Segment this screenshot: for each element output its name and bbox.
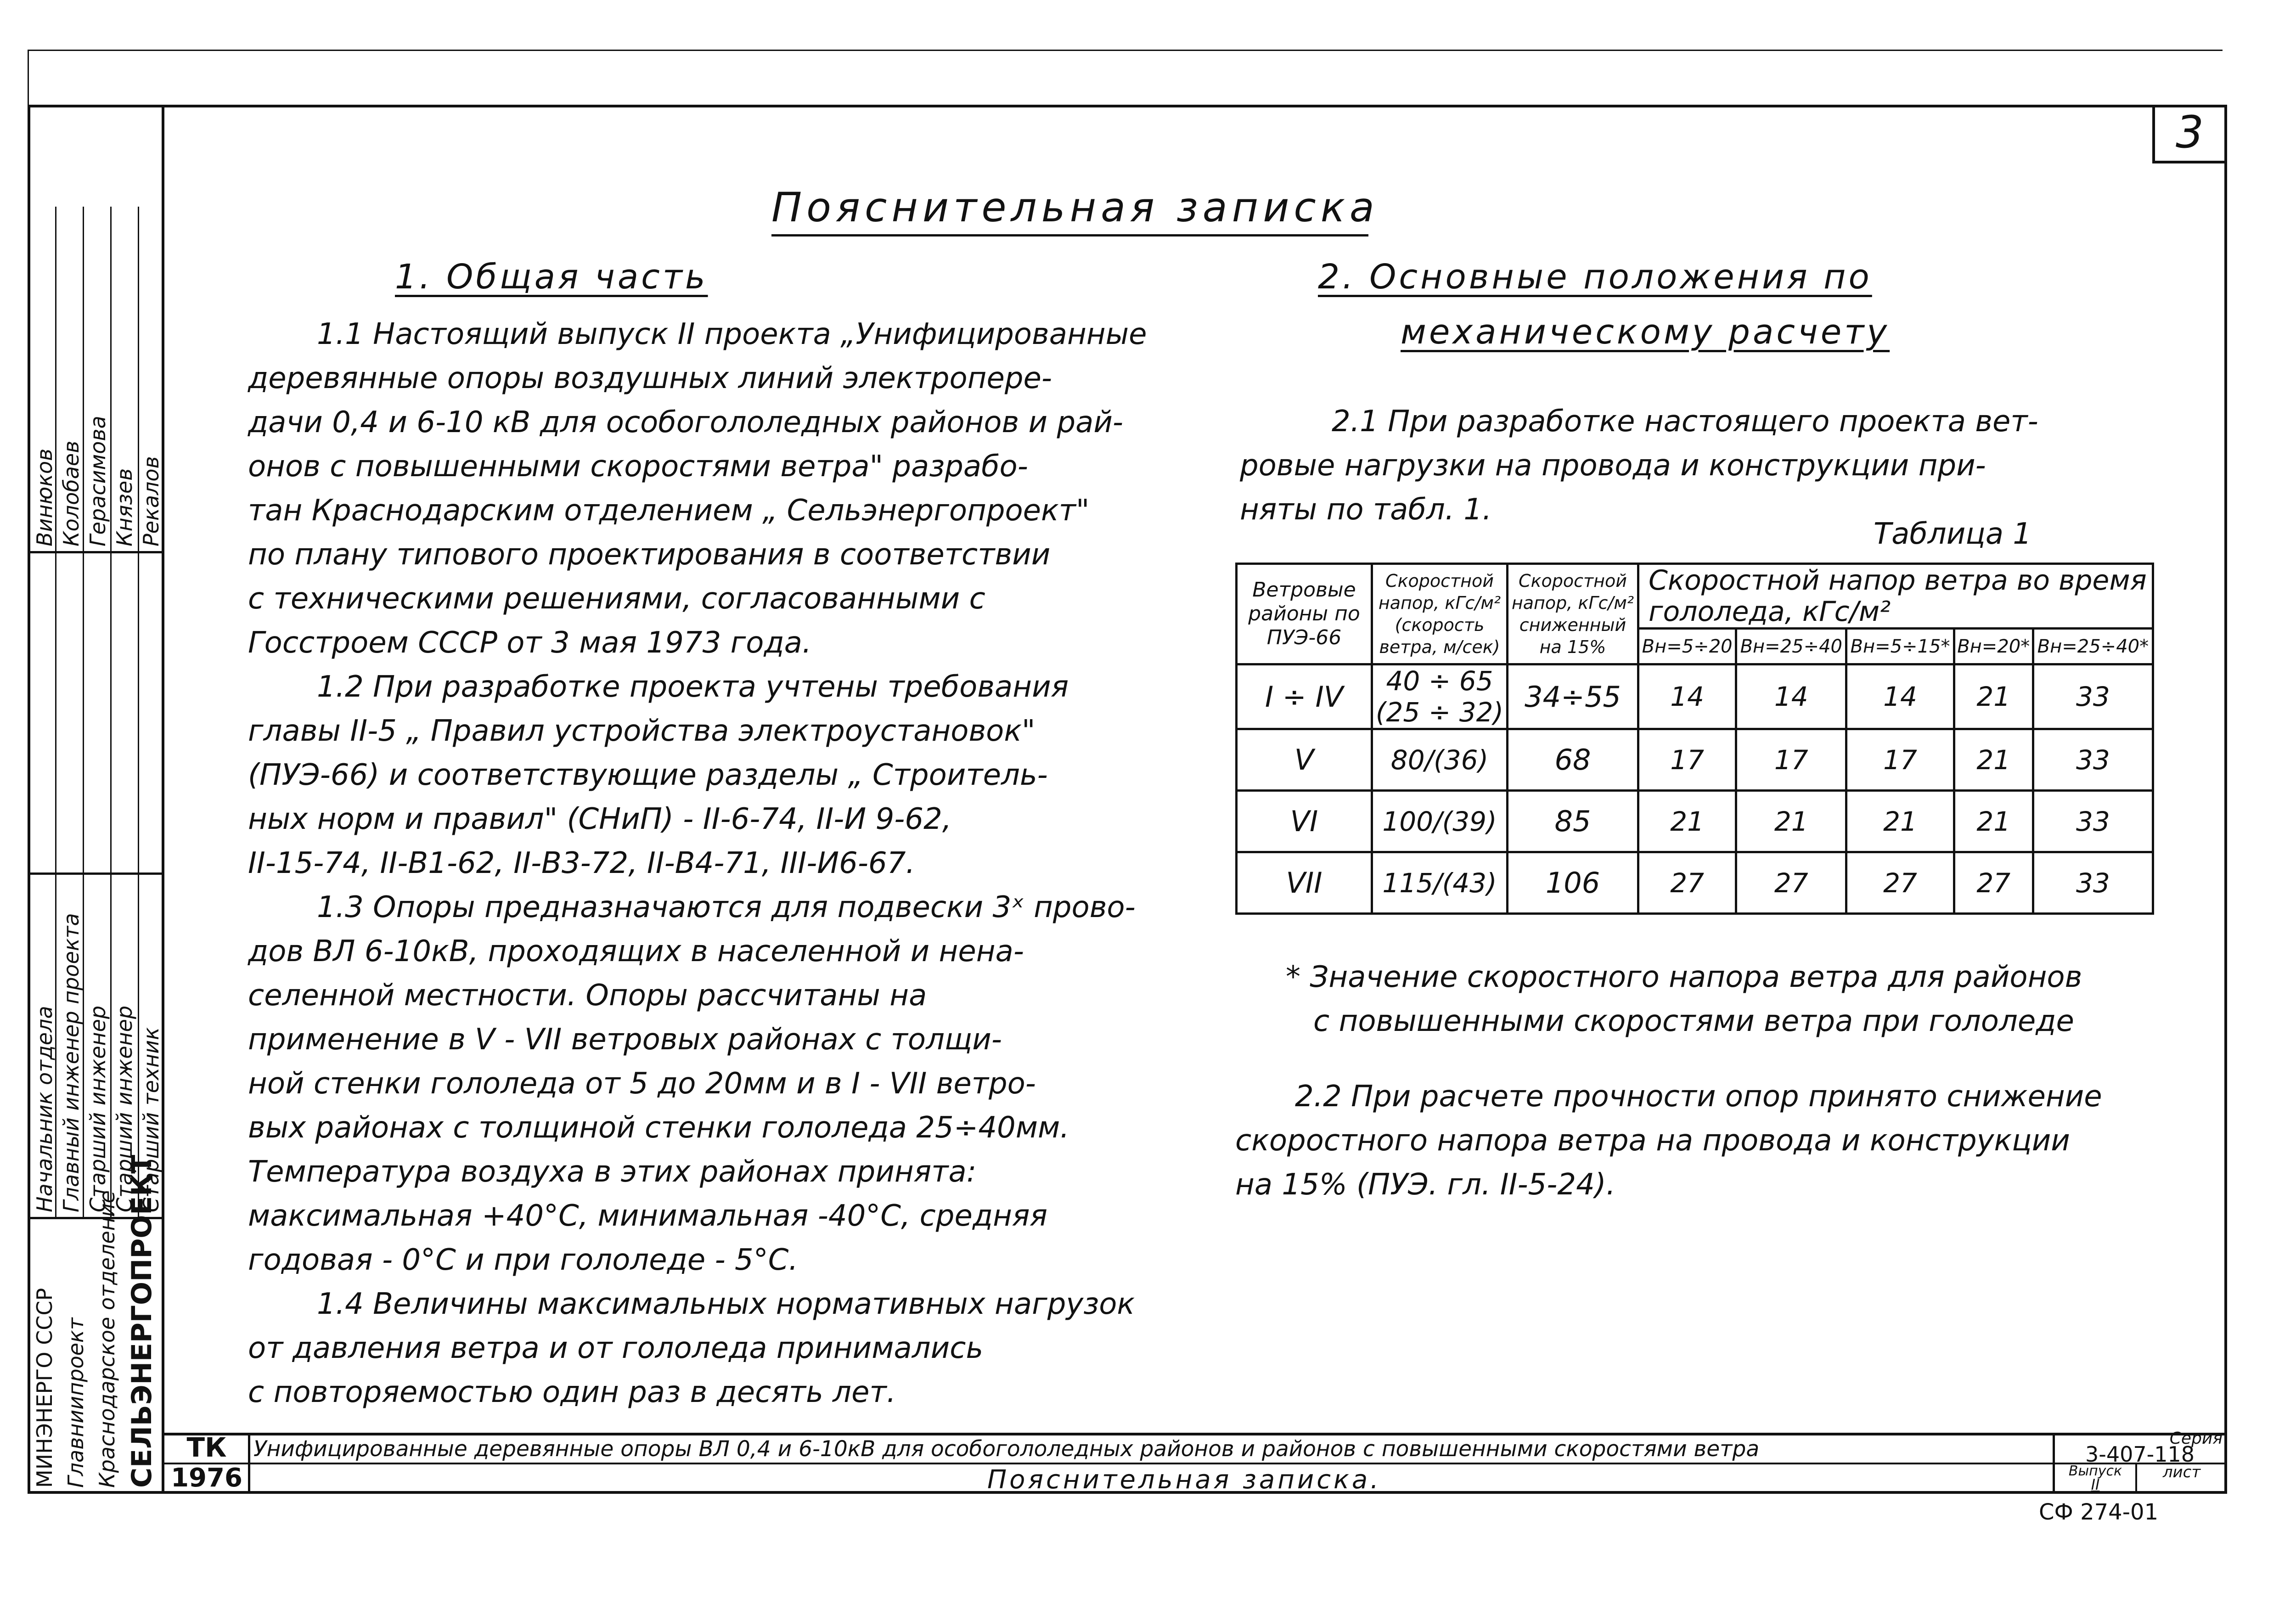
table-cell: 27 xyxy=(1846,852,1954,914)
page-title-underline xyxy=(771,234,1368,236)
table-cell: 14 xyxy=(1638,664,1736,729)
table-cell: 34÷55 xyxy=(1508,664,1638,729)
titleblock-v2 xyxy=(2053,1433,2055,1494)
section1-text xyxy=(248,312,1147,1414)
issue-label: Выпуск xyxy=(2068,1463,2122,1479)
header-icing: Скоростной напор ветра во время гололеда, кГс/м² xyxy=(1638,564,2153,629)
section1-line: селенной местности. Опоры рассчитаны на xyxy=(248,979,927,1013)
section1-line: Температура воздуха в этих районах принята: xyxy=(248,1155,977,1189)
section1-line: от давления ветра и от гололеда принимались xyxy=(248,1331,984,1365)
sub-header: Bн=5÷15* xyxy=(1846,629,1954,664)
section1-line: годовая - 0°С и при гололеде - 5°С. xyxy=(248,1243,798,1277)
table-cell: VI xyxy=(1237,791,1372,852)
table-cell: 27 xyxy=(1736,852,1846,914)
table-row xyxy=(1237,852,2153,914)
section1-line: онов с повышенными скоростями ветра" разрабо- xyxy=(248,450,1028,484)
section1-line: тан Краснодарским отделением „ Сельэнергопроект" xyxy=(248,494,1090,528)
section1-line: ной стенки гололеда от 5 до 20мм и в I - VII ветро- xyxy=(248,1067,1036,1101)
stamp-name: Колобаев xyxy=(59,440,84,546)
section1-line: дов ВЛ 6-10кВ, проходящих в населенной и нена- xyxy=(248,934,1024,968)
stamp-divider-2 xyxy=(28,872,164,875)
section1-line: по плану типового проектирования в соответствии xyxy=(248,538,1051,572)
section1-line: 1.3 Опоры предназначаются для подвески 3ˣ прово- xyxy=(317,890,1136,924)
stamp-role: Главный инженер проекта xyxy=(59,913,84,1212)
sub-header: Bн=25÷40* xyxy=(2033,629,2153,664)
issue-value: II xyxy=(2091,1476,2100,1493)
header-speed: Скоростной напор, кГс/м² (скорость ветра, м/сек) xyxy=(1372,564,1508,664)
table-cell: 33 xyxy=(2033,791,2153,852)
table-cell: 17 xyxy=(1638,729,1736,791)
series-label: Серия xyxy=(2169,1429,2223,1448)
table-cell-speed xyxy=(1372,852,1508,914)
table-caption: Таблица 1 xyxy=(1874,517,2032,551)
project-title: Унифицированные деревянные опоры ВЛ 0,4 и 6-10кВ для особогололедных районов и районов с повышенными скоростями ветра xyxy=(253,1436,1760,1462)
table-cell-speed xyxy=(1372,729,1508,791)
stamp-org: Краснодарское отделение xyxy=(95,1190,119,1488)
stamp-role: Старший инженер xyxy=(112,1005,137,1212)
table-cell: 106 xyxy=(1508,852,1638,914)
table-cell: 21 xyxy=(1846,791,1954,852)
frame-top xyxy=(28,105,2227,107)
stamp-org: МИНЭНЕРГО СССР xyxy=(32,1288,57,1488)
p22-line: скоростного напора ветра на провода и конструкции xyxy=(1235,1124,2070,1158)
table-cell: 21 xyxy=(1954,791,2033,852)
table-cell: 33 xyxy=(2033,729,2153,791)
table-cell: 17 xyxy=(1846,729,1954,791)
doc-title: Пояснительная записка. xyxy=(987,1465,1381,1495)
stamp-org: СЕЛЬЭНЕРГОПРОЕКТ xyxy=(126,1154,158,1488)
section1-line: применение в V - VII ветровых районах с толщи- xyxy=(248,1023,1002,1057)
section1-line: (ПУЭ-66) и соответствующие разделы „ Строитель- xyxy=(248,758,1048,792)
stamp-col-3 xyxy=(110,207,112,1217)
table-row xyxy=(1237,791,2153,852)
p21-line: няты по табл. 1. xyxy=(1240,493,1492,527)
footnote xyxy=(1286,955,2082,1043)
p22-line: на 15% (ПУЭ. гл. II-5-24). xyxy=(1235,1168,1616,1202)
p22-line: 2.2 При расчете прочности опор принято снижение xyxy=(1295,1080,2102,1114)
table-cell: 21 xyxy=(1736,791,1846,852)
section1-line: 1.1 Настоящий выпуск II проекта „Унифицированные xyxy=(317,317,1147,351)
table-cell: 21 xyxy=(1638,791,1736,852)
section1-line: с повторяемостью один раз в десять лет. xyxy=(248,1375,896,1409)
table-cell: VII xyxy=(1237,852,1372,914)
stamp-name: Князев xyxy=(112,468,137,546)
footnote-line: с повышенными скоростями ветра при гололеде xyxy=(1313,1004,2074,1038)
year-label: 1976 xyxy=(171,1463,242,1493)
table-cell: 33 xyxy=(2033,852,2153,914)
speed-line: 40 ÷ 65 xyxy=(1386,665,1493,697)
speed-line: (25 ÷ 32) xyxy=(1375,697,1504,728)
section1-line: ных норм и правил" (СНиП) - II-6-74, II-И 9-62, xyxy=(248,802,952,836)
section2-p22 xyxy=(1235,1075,2102,1207)
titleblock-v1 xyxy=(248,1433,250,1494)
section1-line: деревянные опоры воздушных линий электропере- xyxy=(248,361,1052,395)
table-row xyxy=(1237,729,2153,791)
table-cell: I ÷ IV xyxy=(1237,664,1372,729)
sub-header: Bн=20* xyxy=(1954,629,2033,664)
stamp-org: Главниипроект xyxy=(63,1317,88,1488)
top-cut-line-left xyxy=(28,50,29,105)
table-cell: 85 xyxy=(1508,791,1638,852)
titleblock-mid xyxy=(162,1463,2227,1464)
sheet-label: лист xyxy=(2162,1463,2201,1481)
stamp-role: Начальник отдела xyxy=(32,1006,57,1212)
section1-line: 1.4 Величины максимальных нормативных нагрузок xyxy=(317,1287,1135,1321)
table-cell: 21 xyxy=(1954,729,2033,791)
wind-load-table xyxy=(1235,563,2154,915)
speed-line: 80/(36) xyxy=(1390,744,1489,776)
section1-line: дачи 0,4 и 6-10 кВ для особогололедных районов и рай- xyxy=(248,405,1123,439)
table-cell: 14 xyxy=(1736,664,1846,729)
section2-heading-2: механическому расчету xyxy=(1401,312,1890,352)
section1-line: Госстроем СССР от 3 мая 1973 года. xyxy=(248,626,812,660)
section1-line: 1.2 При разработке проекта учтены требования xyxy=(317,670,1069,704)
stamp-name: Рекалов xyxy=(139,456,163,546)
tk-label: ТК xyxy=(186,1432,227,1463)
table-cell: 14 xyxy=(1846,664,1954,729)
frame-inner-left xyxy=(162,105,164,1494)
frame-right xyxy=(2224,105,2227,1494)
section1-line: с техническими решениями, согласованными с xyxy=(248,582,985,616)
stamp-divider-1 xyxy=(28,551,164,553)
speed-line: 115/(43) xyxy=(1382,867,1497,899)
header-regions: Ветровые районы по ПУЭ-66 xyxy=(1237,564,1372,664)
table-row xyxy=(1237,664,2153,729)
speed-line: 100/(39) xyxy=(1382,805,1497,837)
table-cell: 68 xyxy=(1508,729,1638,791)
section1-line: максимальная +40°С, минимальная -40°С, средняя xyxy=(248,1199,1047,1233)
section1-line: главы II-5 „ Правил устройства электроустановок" xyxy=(248,714,1035,748)
stamp-code: СФ 274-01 xyxy=(2039,1499,2159,1525)
footnote-line: * Значение скоростного напора ветра для районов xyxy=(1286,960,2082,994)
section1-heading: 1. Общая часть xyxy=(395,257,708,297)
section1-line: II-15-74, II-В1-62, II-В3-72, II-В4-71, III-И6-67. xyxy=(248,846,915,880)
page-title: Пояснительная записка xyxy=(771,184,1379,231)
section1-line: вых районах с толщиной стенки гололеда 25÷40мм. xyxy=(248,1111,1069,1145)
sheet-number: 3 xyxy=(2175,107,2204,158)
sub-header: Bн=5÷20 xyxy=(1638,629,1736,664)
frame-left xyxy=(28,105,30,1494)
series-value: 3-407-118 xyxy=(2085,1442,2195,1467)
table-cell-speed xyxy=(1372,664,1508,729)
table-cell: 17 xyxy=(1736,729,1846,791)
table-cell: 27 xyxy=(1954,852,2033,914)
p21-line: 2.1 При разработке настоящего проекта вет- xyxy=(1332,405,2038,439)
table-cell-speed xyxy=(1372,791,1508,852)
section2-heading-1: 2. Основные положения по xyxy=(1318,257,1872,297)
table-cell: 27 xyxy=(1638,852,1736,914)
table-cell: V xyxy=(1237,729,1372,791)
header-reduced: Скоростной напор, кГс/м² сниженный на 15% xyxy=(1508,564,1638,664)
titleblock-v3 xyxy=(2135,1463,2137,1494)
stamp-name: Винюков xyxy=(32,448,57,546)
table-cell: 33 xyxy=(2033,664,2153,729)
p21-line: ровые нагрузки на провода и конструкции при- xyxy=(1240,449,1986,483)
table-cell: 21 xyxy=(1954,664,2033,729)
top-cut-line xyxy=(28,50,2223,51)
sub-header: Bн=25÷40 xyxy=(1736,629,1846,664)
titleblock-top xyxy=(162,1433,2227,1435)
stamp-role: Старший техник xyxy=(139,1027,163,1212)
stamp-name: Герасимова xyxy=(85,416,110,546)
stamp-role: Старший инженер xyxy=(85,1005,110,1212)
